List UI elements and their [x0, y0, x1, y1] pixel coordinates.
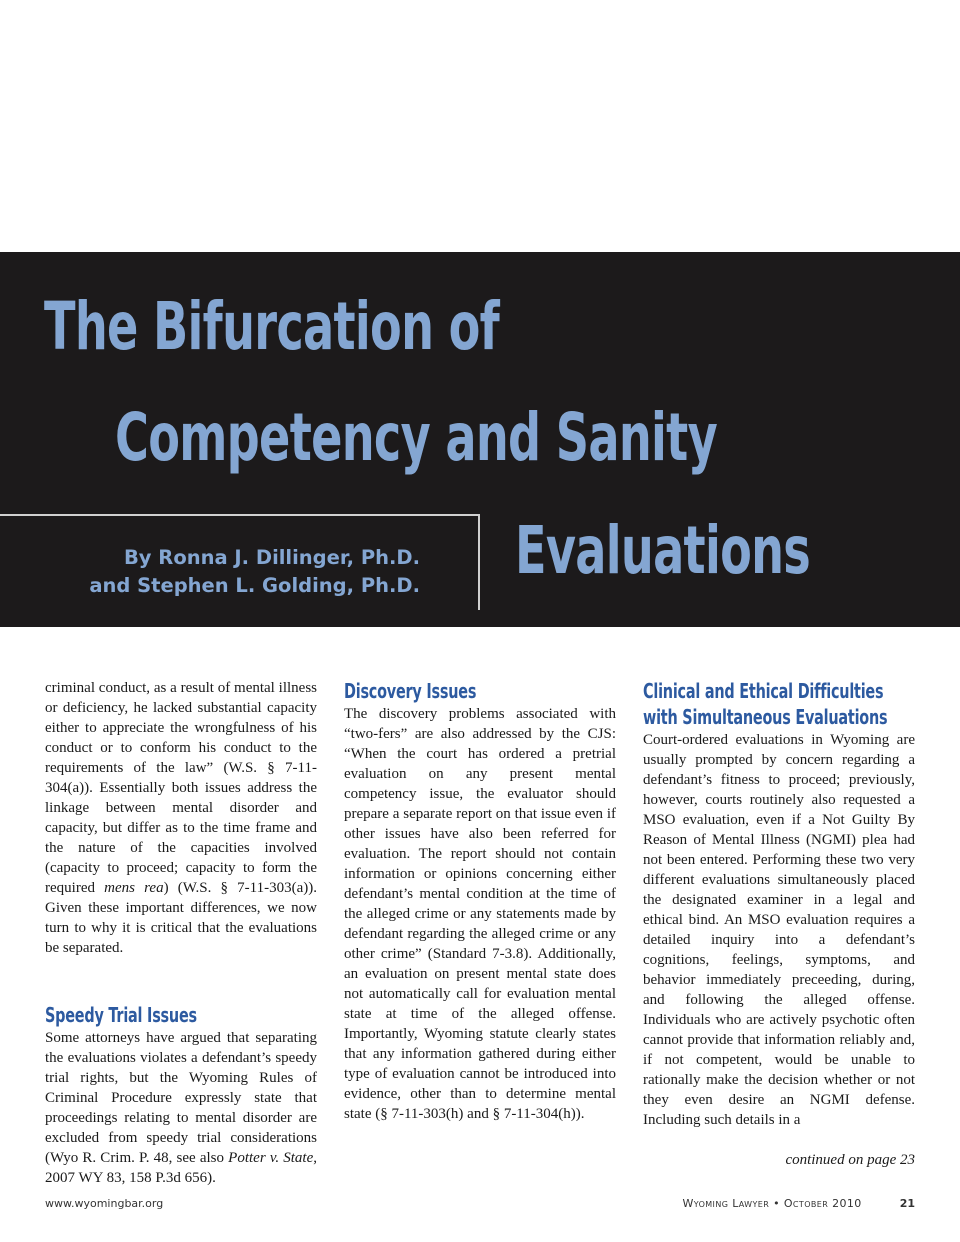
footer-publication: Wyoming Lawyer • October 2010 — [682, 1197, 862, 1210]
paragraph-intro-continued: criminal conduct, as a result of mental illness or deficiency, he lacked substantial capacity either to appreciate the wrongfulness of his conduct or to conform his conduct to the requirements of the law” (W.S. § 7-11-304(a)). Essentially both issues address the linkage between mental disorder and capacity, but differ as to the time frame and the nature of the capacities involved (capacity to proceed; capacity to form the required mens rea) (W.S. § 7-11-303(a)). Given these important differences, we now turn to why it is critical that the evaluations be separated. — [45, 680, 317, 956]
byline-author-2: and Stephen L. Golding, Ph.D. — [89, 574, 420, 597]
footer-website: www.wyomingbar.org — [45, 1197, 164, 1210]
footer-right — [682, 1197, 915, 1210]
column-3 — [643, 678, 915, 1130]
article-title-line-3: Evaluations — [515, 512, 811, 589]
byline-author-1: By Ronna J. Dillinger, Ph.D. — [123, 546, 420, 569]
paragraph-speedy-trial: Some attorneys have argued that separating the evaluations violates a defendant’s speedy trial rights, but the Wyoming Rules of Criminal Procedure expressly state that proceedings relating to mental disorder are excluded from speedy trial considerations (Wyo R. Crim. P. 48, see also Potter v. State, 2007 WY 83, 158 P.3d 656). — [45, 1030, 318, 1186]
title-banner — [0, 252, 960, 627]
continued-note: continued on page 23 — [785, 1152, 915, 1168]
column-1 — [45, 678, 317, 1188]
heading-discovery-issues: Discovery Issues — [344, 679, 477, 703]
column-2 — [344, 678, 616, 1124]
article-title-line-1: The Bifurcation of — [44, 288, 500, 365]
heading-clinical-line-1: Clinical and Ethical Difficulties — [643, 679, 884, 703]
page-number: 21 — [899, 1197, 915, 1210]
paragraph-discovery: The discovery problems associated with “two-fers” are also addressed by the CJS: “When the court has ordered a pretrial evaluation on any present mental competency issue, the evaluator should prepare a separate report on that issue even if other issues have also been referred for evaluation. The report should not contain information or opinions concerning either defendant’s mental condition at the time of the alleged crime or any statements made by defendant regarding the alleged crime or any other crime” (Standard 7-3.8). Additionally, an evaluation on present mental state does not automatically call for evaluation mental state at time of the alleged offense. Importantly, Wyoming statute clearly states that any information gathered during either type of evaluation cannot be introduced into evidence, other than to determine mental state (§ 7-11-303(h) and § 7-11-304(h)). — [344, 706, 616, 1122]
byline-divider-horizontal — [0, 514, 480, 516]
heading-clinical-line-2: with Simultaneous Evaluations — [643, 705, 888, 729]
byline-divider-vertical — [478, 514, 480, 610]
byline — [0, 544, 420, 600]
article-title-line-2: Competency and Sanity — [115, 399, 717, 476]
paragraph-clinical: Court-ordered evaluations in Wyoming are usually prompted by concern regarding a defendant’s fitness to proceed; previously, however, courts routinely also requested a MSO evaluation, even if a Not Guilty By Reason of Mental Illness (NGMI) plea had not been entered. Performing these two very different evaluations simultaneously placed the designated examiner in a legal and ethical bind. An MSO evaluation requires a detailed inquiry into a defendant’s cognitions, feelings, symptoms, and behavior immediately preceeding, during, and following the alleged offense. Individuals who are actively psychotic often cannot provide that information reliably and, if not competent, would be unable to rationally make the decision whether or not they even desire an NGMI defense. Including such details in a — [643, 732, 915, 1128]
heading-speedy-trial: Speedy Trial Issues — [45, 1003, 197, 1027]
